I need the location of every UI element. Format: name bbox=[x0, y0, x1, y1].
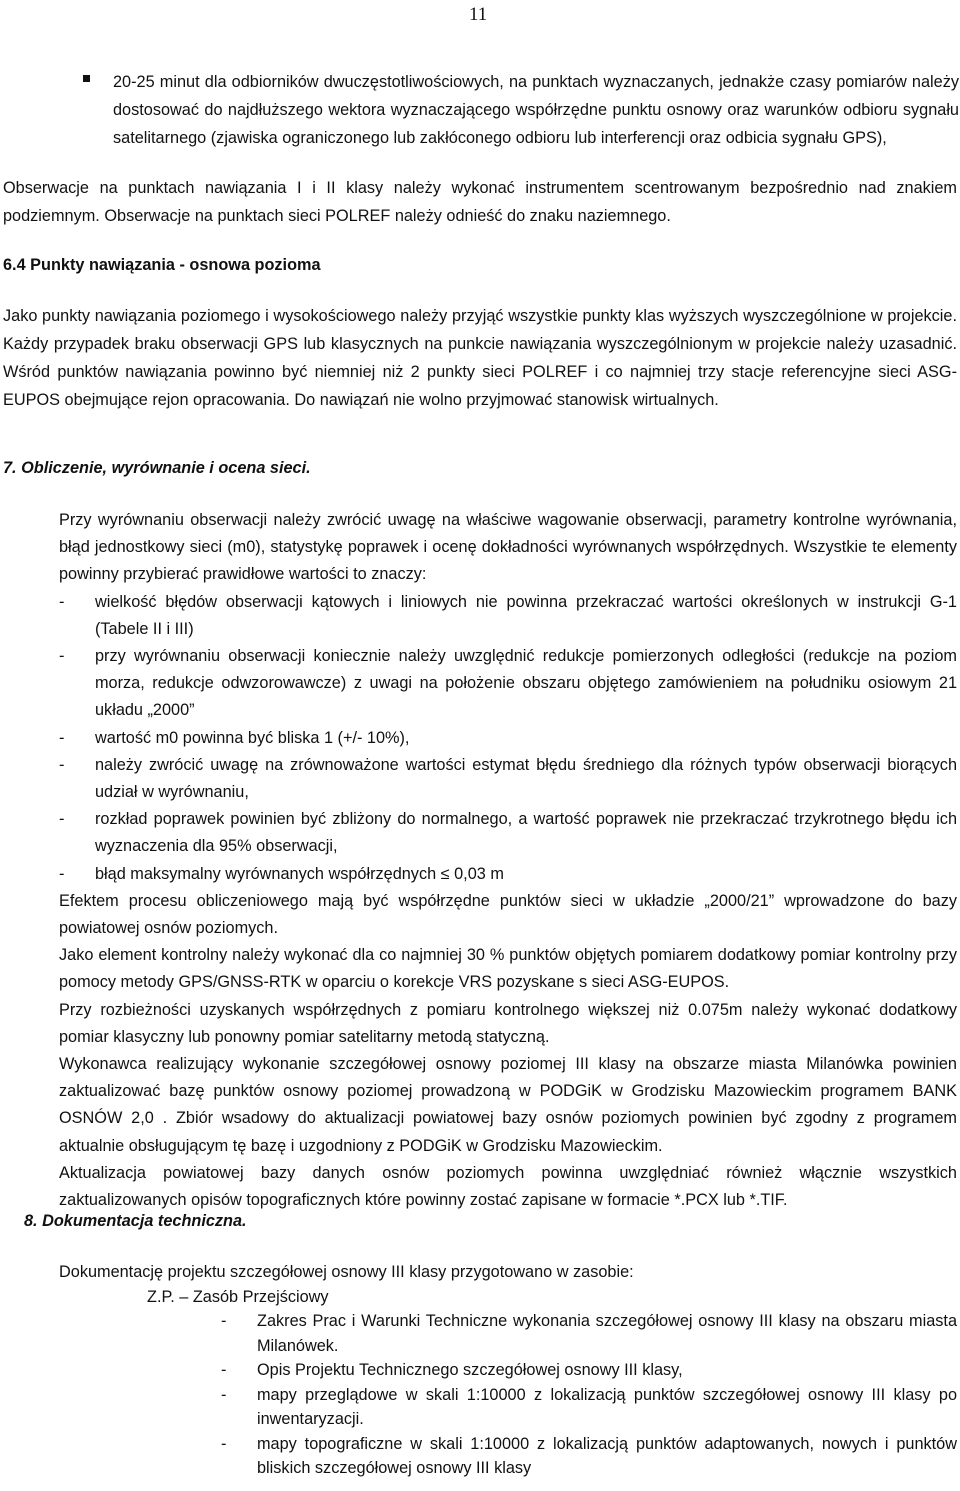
list-item-text: Opis Projektu Technicznego szczegółowej osnowy III klasy, bbox=[257, 1361, 683, 1379]
list-item-text: błąd maksymalny wyrównanych współrzędnych ≤ 0,03 m bbox=[95, 864, 504, 883]
dash-marker: - bbox=[59, 755, 65, 774]
list-item-text: mapy przeglądowe w skali 1:10000 z lokalizacją punktów szczegółowej osnowy III klasy po inwentaryzacji. bbox=[257, 1385, 957, 1428]
list-item bbox=[59, 806, 957, 860]
list-item bbox=[221, 1383, 957, 1432]
dash-marker: - bbox=[59, 592, 65, 611]
list-item bbox=[59, 643, 957, 725]
section-7-heading: 7. Obliczenie, wyrównanie i ocena sieci. bbox=[3, 459, 311, 477]
contractor-paragraph: Wykonawca realizujący wykonanie szczegółowej osnowy poziomej III klasy na obszarze miasta Milanówka powinien zaktualizować bazę punktów osnowy poziomej prowadzoną w PODGiK w Grodzisku Mazowieckim programem BANK OSNÓW 2,0 . Zbiór wsadowy do aktualizacji powiatowej bazy osnów poziomych powinien być zgodny z programem aktualnie obsługującym tę bazę i uzgodniony z PODGiK w Grodzisku Mazowieckim. bbox=[59, 1055, 957, 1155]
section-6-4-heading: 6.4 Punkty nawiązania - osnowa pozioma bbox=[3, 256, 321, 274]
dash-marker: - bbox=[221, 1312, 227, 1330]
section-8-body bbox=[59, 1260, 957, 1481]
page-number: 11 bbox=[469, 4, 488, 25]
dash-marker: - bbox=[59, 864, 65, 883]
dash-marker: - bbox=[221, 1385, 227, 1404]
list-item-text: wartość m0 powinna być bliska 1 (+/- 10%), bbox=[95, 728, 410, 747]
dash-marker: - bbox=[59, 647, 65, 666]
dash-marker: - bbox=[221, 1361, 227, 1379]
list-item bbox=[59, 589, 957, 643]
dash-marker: - bbox=[59, 810, 65, 829]
observations-paragraph: Obserwacje na punktach nawiązania I i II klasy należy wykonać instrumentem scentrowanym bezpośrednio nad znakiem podziemnym. Obserwacje na punktach sieci POLREF należy odnieść do znaku naziemnego. bbox=[3, 179, 957, 225]
list-item-text: przy wyrównaniu obserwacji koniecznie należy uwzględnić redukcje pomierzonych odległości (redukcje na poziom morza, redukcje odwzorowawcze) z uwagi na położenie obszaru objętego zamówieniem na południku osiowym 21 układu „2000” bbox=[95, 647, 957, 720]
square-bullet-icon bbox=[83, 75, 90, 82]
list-item-text: mapy topograficzne w skali 1:10000 z lokalizacją punktów adaptowanych, nowych i punktów bliskich szczegółowej osnowy III klasy bbox=[257, 1434, 957, 1477]
list-item bbox=[59, 725, 957, 752]
list-item-text: rozkład poprawek powinien być zbliżony do normalnego, a wartość poprawek nie przekraczać trzykrotnego błędu ich wyznaczenia dla 95% obserwacji, bbox=[95, 810, 957, 856]
zasob-line: Z.P. – Zasób Przejściowy bbox=[147, 1287, 329, 1306]
bullet-text: 20-25 minut dla odbiorników dwuczęstotliwościowych, na punktach wyznaczanych, jednakże czasy pomiarów należy dostosować do najdłuższego wektora wyznaczającego współrzędne punktu osnowy oraz warunków odbioru sygnału satelitarnego (zjawiska ograniczonego lub zakłóconego odbioru lub interferencji oraz odbicia sygnału GPS), bbox=[113, 73, 959, 147]
discrepancy-paragraph: Przy rozbieżności uzyskanych współrzędnych z pomiaru kontrolnego większej niż 0.075m należy wykonać dodatkowy pomiar klasyczny lub ponowny pomiar satelitarny metodą statyczną. bbox=[59, 1000, 957, 1046]
list-item bbox=[221, 1358, 957, 1383]
list-item-text: wielkość błędów obserwacji kątowych i liniowych nie powinna przekraczać wartości określonych w instrukcji G-1 (Tabele II i III) bbox=[95, 592, 957, 638]
list-item-text: Zakres Prac i Warunki Techniczne wykonania szczegółowej osnowy III klasy na obszaru miasta Milanówek. bbox=[257, 1312, 957, 1355]
effect-paragraph: Efektem procesu obliczeniowego mają być współrzędne punktów sieci w układzie „2000/21” wprowadzone do bazy powiatowej osnów poziomych. bbox=[59, 891, 957, 938]
section-8-intro: Dokumentację projektu szczegółowej osnowy III klasy przygotowano w zasobie: bbox=[59, 1263, 634, 1281]
section-7-body bbox=[59, 507, 957, 1214]
update-paragraph: Aktualizacja powiatowej bazy danych osnów poziomych powinna uwzględniać również włącznie wszystkich zaktualizowanych opisów topograficznych które powinny zostać zapisane w formacie *.PCX lub *.TIF. bbox=[59, 1163, 957, 1210]
section-8-heading: 8. Dokumentacja techniczna. bbox=[24, 1212, 247, 1230]
section-6-4-paragraph: Jako punkty nawiązania poziomego i wysokościowego należy przyjąć wszystkie punkty klas wyższych wyszczególnione w projekcie. Każdy przypadek braku obserwacji GPS lub klasycznych na punkcie nawiązania wyszczególnionym w projekcie należy uzasadnić. Wśród punktów nawiązania powinno być niemniej niż 2 punkty sieci POLREF i co najmniej trzy stacje referencyjne sieci ASG-EUPOS obejmujące rejon opracowania. Do nawiązań nie wolno przyjmować stanowisk wirtualnych. bbox=[3, 307, 957, 409]
bullet-item bbox=[59, 68, 959, 152]
dash-marker: - bbox=[221, 1434, 227, 1453]
list-item bbox=[59, 861, 957, 888]
list-item-text: należy zwrócić uwagę na zrównoważone wartości estymat błędu średniego dla różnych typów obserwacji biorących udział w wyrównaniu, bbox=[95, 755, 957, 802]
dash-marker: - bbox=[59, 728, 65, 747]
control-paragraph: Jako element kontrolny należy wykonać dla co najmniej 30 % punktów objętych pomiarem dodatkowy pomiar kontrolny przy pomocy metody GPS/GNSS-RTK w oparciu o korekcje VRS pozyskane s sieci ASG-EUPOS. bbox=[59, 946, 957, 992]
section-7-intro: Przy wyrównaniu obserwacji należy zwrócić uwagę na właściwe wagowanie obserwacji, parametry kontrolne wyrównania, błąd jednostkowy sieci (m0), statystykę poprawek i ocenę dokładności wyrównanych współrzędnych. Wszystkie te elementy powinny przybierać prawidłowe wartości to znaczy: bbox=[59, 511, 957, 584]
list-item bbox=[221, 1432, 957, 1481]
list-item bbox=[59, 752, 957, 806]
list-item bbox=[221, 1309, 957, 1358]
documentation-list bbox=[221, 1309, 957, 1481]
